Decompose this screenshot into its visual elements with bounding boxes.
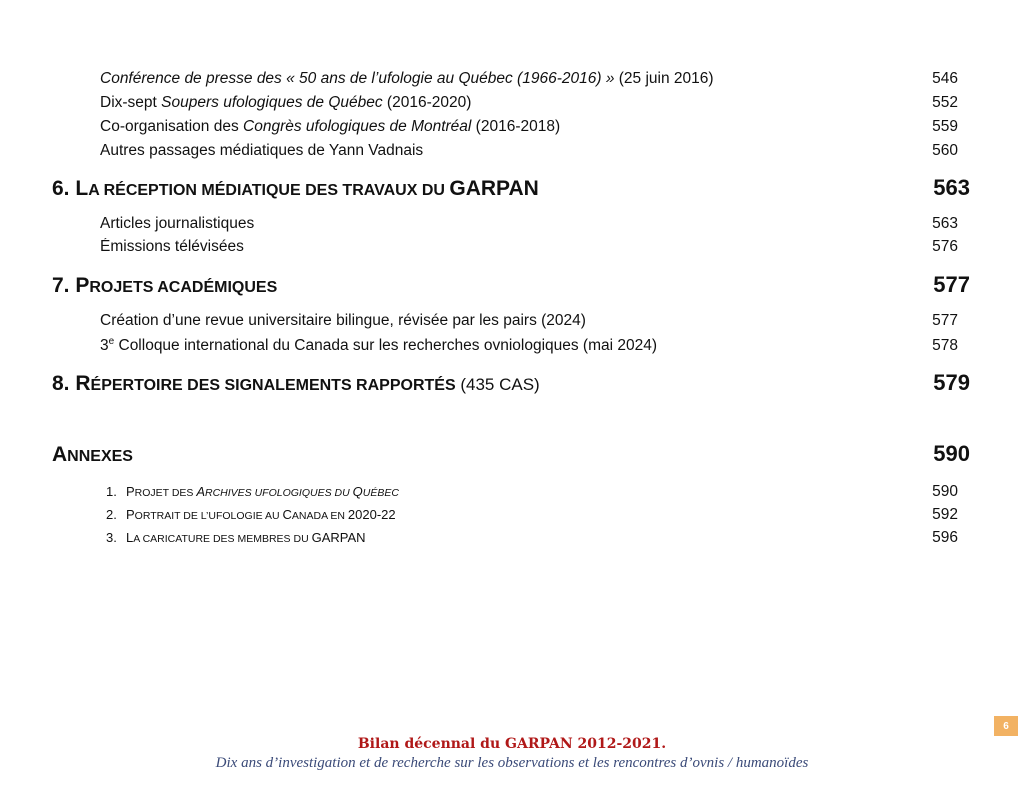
toc-entry-label: Co-organisation des — [100, 118, 244, 135]
annex-title: ANADA EN — [291, 510, 348, 522]
toc-annex-entry[interactable] — [106, 506, 958, 524]
annex-title-acronym: GARPAN — [311, 530, 366, 545]
annex-title: A CARICATURE DES MEMBRES DU — [133, 533, 312, 545]
toc-entry-label: Autres passages médiatiques de Yann Vadnais — [100, 142, 424, 159]
toc-section-8[interactable] — [52, 370, 970, 396]
toc-annex-entry[interactable] — [106, 529, 958, 547]
annex-title: ORTRAIT DE L’UFOLOGIE AU — [134, 510, 283, 522]
toc-entry-italic-title: Soupers ufologiques de Québec — [161, 94, 383, 111]
toc-page-number: 596 — [932, 529, 958, 546]
toc-entry[interactable] — [100, 215, 958, 233]
toc-section-7[interactable] — [52, 272, 970, 298]
toc-entry-date: (2016-2018) — [471, 118, 561, 135]
toc-entry-italic-title: Congrès ufologiques de Montréal — [243, 118, 472, 135]
toc-page-number: 552 — [932, 94, 958, 111]
section-title: NNEXES — [67, 448, 133, 465]
toc-page-number: 579 — [933, 370, 970, 395]
annex-title-years: 2020-22 — [347, 507, 396, 522]
section-title: ÉPERTOIRE DES SIGNALEMENTS RAPPORTÉS — [90, 377, 456, 394]
ordinal-number: 3 — [100, 337, 109, 355]
toc-entry-label: Articles journalistiques — [100, 215, 255, 232]
toc-page-number: 559 — [932, 118, 958, 135]
toc-page-number: 590 — [933, 441, 970, 466]
toc-entry-date: (2016-2020) — [382, 94, 472, 111]
toc-page-number: 577 — [932, 312, 958, 329]
section-title-initial: P — [75, 274, 90, 297]
section-title: A RÉCEPTION MÉDIATIQUE DES TRAVAUX DU — [88, 182, 450, 199]
page-number-badge: 6 — [994, 716, 1018, 736]
section-title-initial: R — [75, 372, 91, 395]
toc-page-number: 563 — [932, 215, 958, 232]
toc-entry-label: Création d’une revue universitaire bilingue, révisée par les pairs (2024) — [100, 312, 586, 329]
toc-page-number: 592 — [932, 506, 958, 523]
case-count: (435 CAS) — [455, 375, 540, 394]
toc-entry[interactable] — [100, 94, 958, 112]
annex-italic-initial: A — [196, 484, 205, 499]
toc-entry-date: (25 juin 2016) — [614, 70, 714, 87]
toc-entry-label: Émissions télévisées — [100, 238, 244, 255]
annex-title-initial: C — [282, 507, 292, 522]
toc-entry-label: Dix-sept — [100, 94, 162, 111]
toc-entry[interactable] — [100, 142, 958, 160]
annex-number: 3. — [106, 530, 117, 545]
toc-page-number: 563 — [933, 175, 970, 200]
ordinal-suffix: e — [108, 336, 115, 347]
annex-italic-title: UÉBEC — [362, 487, 399, 499]
toc-page-number: 590 — [932, 483, 958, 500]
section-number: 8. — [52, 372, 76, 395]
toc-entry[interactable] — [100, 336, 958, 355]
toc-page-number: 578 — [932, 337, 958, 355]
toc-page-number: 577 — [933, 272, 970, 297]
toc-page-number: 546 — [932, 70, 958, 87]
section-number: 7. — [52, 274, 76, 297]
toc-entry[interactable] — [100, 118, 958, 136]
annex-italic-initial: Q — [352, 484, 363, 499]
toc-entry-italic-title: Conférence de presse des « 50 ans de l’ufologie au Québec (1966-2016) » — [100, 70, 615, 87]
annex-number: 1. — [106, 484, 117, 499]
toc-page-number: 576 — [932, 238, 958, 255]
annex-title: ROJET DES — [134, 487, 197, 499]
annex-title-initial: P — [126, 507, 135, 522]
annex-title-initial: P — [126, 484, 135, 499]
annex-number: 2. — [106, 507, 117, 522]
toc-entry[interactable] — [100, 70, 958, 88]
footer-subtitle: Dix ans d’investigation et de recherche sur les observations et les rencontres d’ovnis / humanoïdes — [215, 755, 809, 771]
section-title-initial: A — [52, 443, 68, 466]
toc-entry[interactable] — [100, 312, 958, 330]
toc-section-6[interactable] — [52, 175, 970, 201]
section-title: ROJETS ACADÉMIQUES — [89, 279, 278, 296]
toc-entry[interactable] — [100, 238, 958, 256]
annex-title-initial: L — [126, 530, 134, 545]
section-number: 6. — [52, 177, 76, 200]
toc-entry-label: Colloque international du Canada sur les recherches ovniologiques (mai 2024) — [114, 337, 658, 355]
annex-italic-title: RCHIVES UFOLOGIQUES DU — [205, 487, 353, 499]
footer-title: Bilan décennal du GARPAN 2012-2021. — [357, 736, 667, 752]
section-title-acronym: GARPAN — [449, 177, 539, 200]
toc-annexes[interactable] — [52, 441, 970, 467]
toc-annex-entry[interactable] — [106, 483, 958, 501]
toc-page-number: 560 — [932, 142, 958, 159]
section-title-initial: L — [75, 177, 89, 200]
